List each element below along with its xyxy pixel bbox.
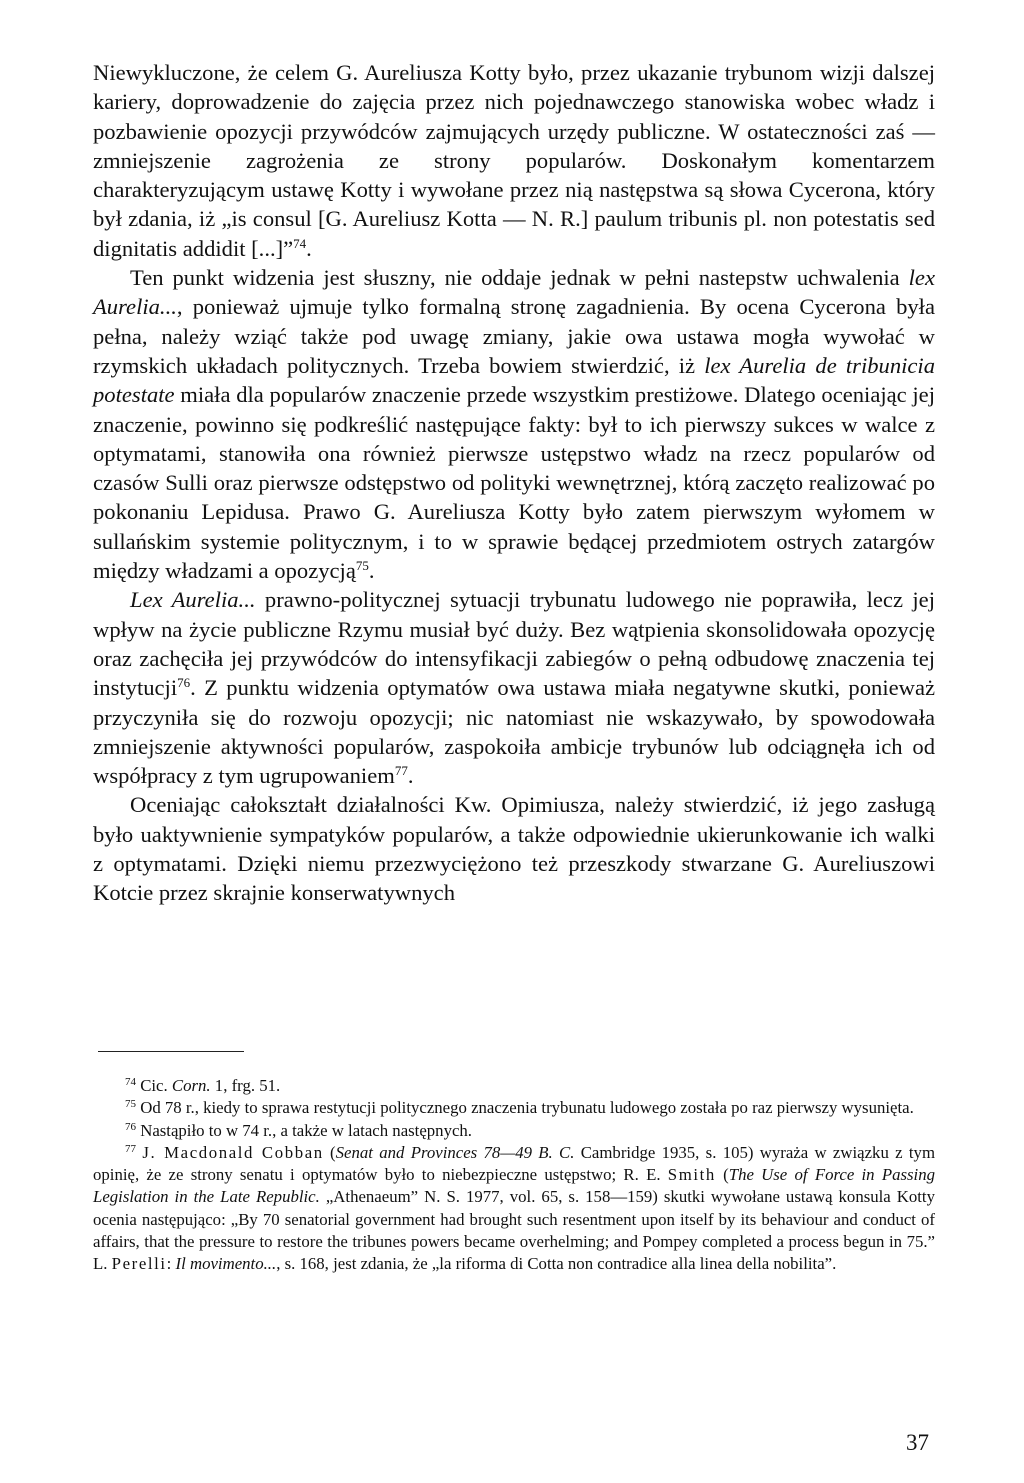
- paragraph-3-text: . Z punktu widzenia optymatów owa ustawa miała negatywne skutki, ponieważ przyczyniła się do rozwoju opozycji; nic natomiast nie wskazywało, by spowodowała zmniejszenie aktywności popularów, zaspokoiła ambicje trybunów lub odciągnęła ich od współpracy z tym ugrupowaniem: [93, 675, 935, 789]
- footnote-text: (: [323, 1142, 336, 1162]
- footnote-ref-74[interactable]: 74: [293, 235, 307, 251]
- footnote-text: 1, frg. 51.: [210, 1076, 281, 1095]
- footnote-italic: Il movimento...: [175, 1254, 277, 1274]
- paragraph-2-text: , ponieważ ujmuje tylko formalną stronę zagadnienia. By ocena Cycerona była pełna, należy wziąć także pod uwagę zmiany, jakie owa ustawa mogła wywołać w rzymskich układach politycznych. Trzeba bowiem stwierdzić, iż: [93, 294, 935, 378]
- main-text: [93, 58, 935, 908]
- footnote-separator: [98, 1051, 244, 1052]
- footnote-text: „Athenaeum” N. S. 1977, vol. 65, s. 158—159) skutki wywołane ustawą konsula Kotty ocenia następująco: „By 70 senatorial government had brought such resentment upon itself by its behaviour and conduct of affairs, that the pressure to restore the tribunes powers became overhelming; and Pompey completed a process begun in 75.” L.: [93, 1187, 935, 1274]
- footnote-text: Od 78 r., kiedy to sprawa restytucji politycznego znaczenia trybunatu ludowego została po raz pierwszy wysunięta.: [140, 1098, 914, 1118]
- footnote-text: Cambridge 1935, s. 105) wyraża w związku z tym opinię, że ze strony senatu i optymatów było to niebezpieczne ustępstwo; R. E.: [93, 1142, 936, 1185]
- paragraph-1: [93, 58, 935, 263]
- footnote-text: :: [166, 1254, 176, 1274]
- footnote-number: 77: [125, 1142, 136, 1155]
- paragraph-4: Oceniając całokształt działalności Kw. Opimiusza, należy stwierdzić, iż jego zasługą było uaktywnienie sympatyków popularów, a także odpowiednie ukierunkowanie ich walki z optymatami. Dzięki niemu przezwyciężono też przeszkody stwarzane G. Aureliuszowi Kotcie przez skrajnie konserwatywnych: [93, 792, 935, 906]
- footnote-number: 75: [125, 1098, 136, 1111]
- footnote-italic: Corn.: [171, 1076, 211, 1095]
- footnote-74: [93, 1075, 935, 1097]
- author-name-spaced: Perelli: [111, 1254, 167, 1274]
- lex-aurelia-italic: lex Aurelia...: [93, 265, 935, 320]
- paragraph-3-text: prawno-politycznej sytuacji trybunatu ludowego nie poprawiła, lecz jej wpływ na życie publiczne Rzymu musiał być duży. Bez wątpienia skonsolidowała opozycję oraz zachęciła jej przywódców do intensyfikacji zabiegów o pełną odbudowę znaczenia tej instytucji: [93, 587, 935, 701]
- footnote-text: (: [715, 1165, 729, 1185]
- author-name-spaced: Smith: [667, 1165, 716, 1185]
- punctuation: .: [407, 763, 414, 789]
- paragraph-2-text: miała dla popularów znaczenie przede wszystkim prestiżowe. Dlatego oceniając jej znaczenie, powinno się podkreślić następujące fakty: był to ich pierwszy sukces w walce z optymatami, stanowiła ona również pierwsze ustępstwo władz na rzecz popularów od czasów Sulli oraz pierwsze odstępstwo od polityki wewnętrznej, którą zaczęto realizować po pokonaniu Lepidusa. Prawo G. Aureliusza Kotty było zatem pierwszym wyłomem w sullańskim systemie politycznym, i to w sprawie będącej przedmiotem ostrych zatargów między władzami a opozycją: [93, 382, 935, 584]
- footnote-77: [93, 1142, 935, 1276]
- footnote-text: Cic.: [140, 1076, 172, 1095]
- footnote-text: , s. 168, jest zdania, że „la riforma di Cotta non contradice alla linea della nobilita”.: [276, 1254, 837, 1274]
- footnote-italic: Senat and Provinces 78—49 B. C.: [335, 1142, 575, 1162]
- footnotes: [93, 1075, 935, 1276]
- footnote-ref-75[interactable]: 75: [355, 558, 369, 574]
- footnote-ref-77[interactable]: 77: [394, 763, 408, 779]
- punctuation: .: [306, 235, 312, 261]
- footnote-number: 74: [125, 1076, 136, 1088]
- footnote-ref-76[interactable]: 76: [177, 675, 191, 691]
- paragraph-2-text: Ten punkt widzenia jest słuszny, nie oddaje jednak w pełni nastepstw uchwalenia: [130, 265, 909, 291]
- footnote-76: [93, 1120, 935, 1142]
- footnote-75: [93, 1097, 935, 1119]
- page-number: 37: [906, 1430, 929, 1455]
- lex-aurelia-title-italic: lex Aurelia de tribunicia potestate: [93, 352, 935, 408]
- footnote-italic: The Use of Force in Passing Legislation in the Late Republic.: [93, 1165, 935, 1207]
- lex-aurelia-italic: Lex Aurelia...: [130, 587, 256, 613]
- paragraph-1-text: Niewykluczone, że celem G. Aureliusza Kotty było, przez ukazanie trybunom wizji dalszej kariery, doprowadzenie do zajęcia przez nich pojednawczego stanowiska wobec władz i pozbawienie opozycji przywódców zajmujących urzędy publiczne. W ostateczności zaś — zmniejszenie zagrożenia ze strony popularów. Doskonałym komentarzem charakteryzującym ustawę Kotty i wywołane przez nią następstwa są słowa Cycerona, który był zdania, iż „is consul [G. Aureliusz Kotta — N. R.] paulum tribunis pl. non potestatis sed dignitatis addidit [...]”: [93, 60, 935, 261]
- paragraph-2: [93, 263, 935, 585]
- footnote-number: 76: [125, 1120, 136, 1133]
- author-name-spaced: J. Macdonald Cobban: [142, 1142, 324, 1162]
- footnote-text: Nastąpiło to w 74 r., a także w latach następnych.: [140, 1120, 472, 1140]
- paragraph-3: [93, 585, 935, 790]
- punctuation: .: [368, 558, 375, 584]
